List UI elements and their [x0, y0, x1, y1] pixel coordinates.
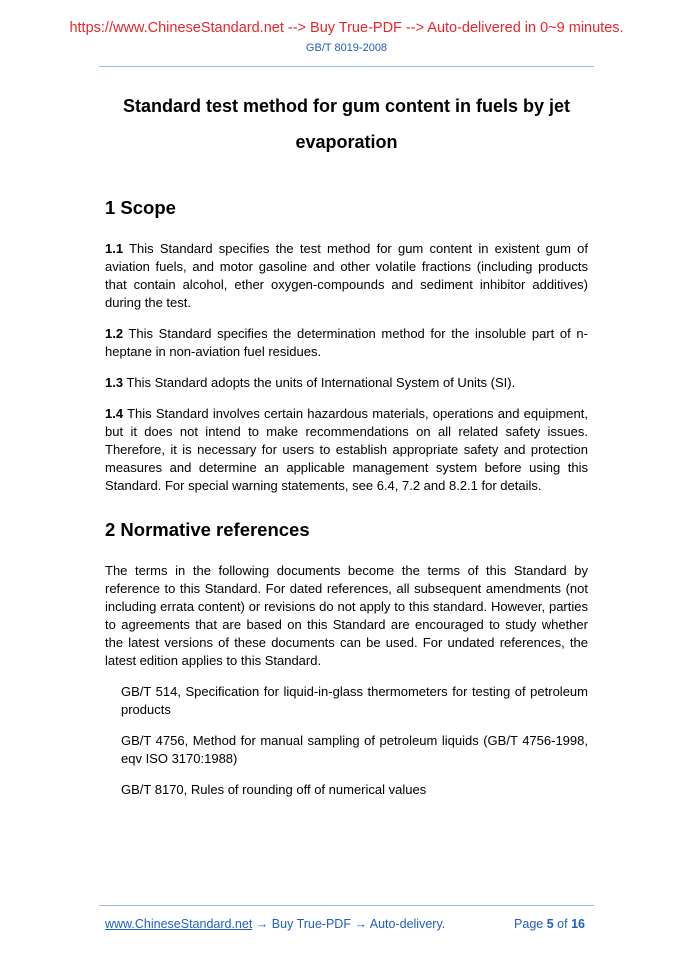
- clause-text: This Standard involves certain hazardous materials, operations and equipment, but it does not intend to make recommendations on all related safety issues. Therefore, it is necessary for users to establish appropriate safety and protection measures and determine an applicable management system before using this Standard. For special warning statements, see 6.4, 7.2 and 8.2.1 for details.: [105, 406, 588, 493]
- header-standard-code: GB/T 8019-2008: [305, 42, 388, 54]
- footer-buy-link[interactable]: Buy True-PDF: [271, 917, 351, 931]
- clause-1-3: [105, 374, 588, 392]
- page-indicator: [514, 917, 585, 931]
- header-divider: [99, 66, 594, 67]
- section-2-heading: 2 Normative references: [105, 519, 310, 540]
- footer-divider: [99, 905, 594, 906]
- footer-links: [105, 917, 445, 931]
- section-1-heading: 1 Scope: [105, 197, 176, 218]
- clause-number: 1.1: [105, 241, 124, 256]
- clause-1-2: [105, 325, 588, 361]
- clause-text: This Standard specifies the determination method for the insoluble part of n-heptane in non-aviation fuel residues.: [105, 326, 588, 359]
- reference-item: GB/T 4756, Method for manual sampling of petroleum liquids (GB/T 4756-1998, eqv ISO 3170:1988): [121, 733, 588, 766]
- clause-number: 1.2: [105, 326, 124, 341]
- reference-item: GB/T 514, Specification for liquid-in-glass thermometers for testing of petroleum products: [121, 684, 588, 717]
- clause-text: This Standard adopts the units of International System of Units (SI).: [126, 375, 516, 390]
- clause-number: 1.3: [105, 375, 124, 390]
- arrow-right-icon: →: [354, 917, 367, 931]
- total-pages: 16: [571, 917, 585, 931]
- clause-1-4: [105, 405, 588, 495]
- reference-item: GB/T 8170, Rules of rounding off of numerical values: [121, 782, 427, 797]
- page-number: 5: [546, 917, 554, 931]
- document-body: [105, 195, 588, 812]
- page-label: Page: [514, 917, 544, 931]
- of-label: of: [557, 917, 568, 931]
- footer-site-link[interactable]: www.ChineseStandard.net: [105, 917, 253, 931]
- clause-number: 1.4: [105, 406, 124, 421]
- footer-delivery-text: Auto-delivery.: [369, 917, 446, 931]
- clause-1-1: [105, 240, 588, 312]
- document-title: [90, 88, 603, 160]
- title-line-2: evaporation: [295, 132, 398, 152]
- title-line-1: Standard test method for gum content in fuels by jet: [122, 96, 571, 116]
- arrow-right-icon: →: [255, 917, 269, 931]
- clause-text: This Standard specifies the test method for gum content in existent gum of aviation fuels, and motor gasoline and other volatile fractions (including products that contain alcohol, ether oxygen-compounds and sediment inhibitor additives) during the test.: [105, 241, 588, 310]
- top-banner[interactable]: https://www.ChineseStandard.net --> Buy True-PDF --> Auto-delivered in 0~9 minutes.: [69, 20, 624, 36]
- section-2-intro: The terms in the following documents become the terms of this Standard by reference to this Standard. For dated references, all subsequent amendments (not including errata content) or revisions do not apply to this standard. However, parties to agreements that are based on this Standard are encouraged to study whether the latest versions of these documents can be used. For undated references, the latest edition applies to this Standard.: [105, 563, 588, 668]
